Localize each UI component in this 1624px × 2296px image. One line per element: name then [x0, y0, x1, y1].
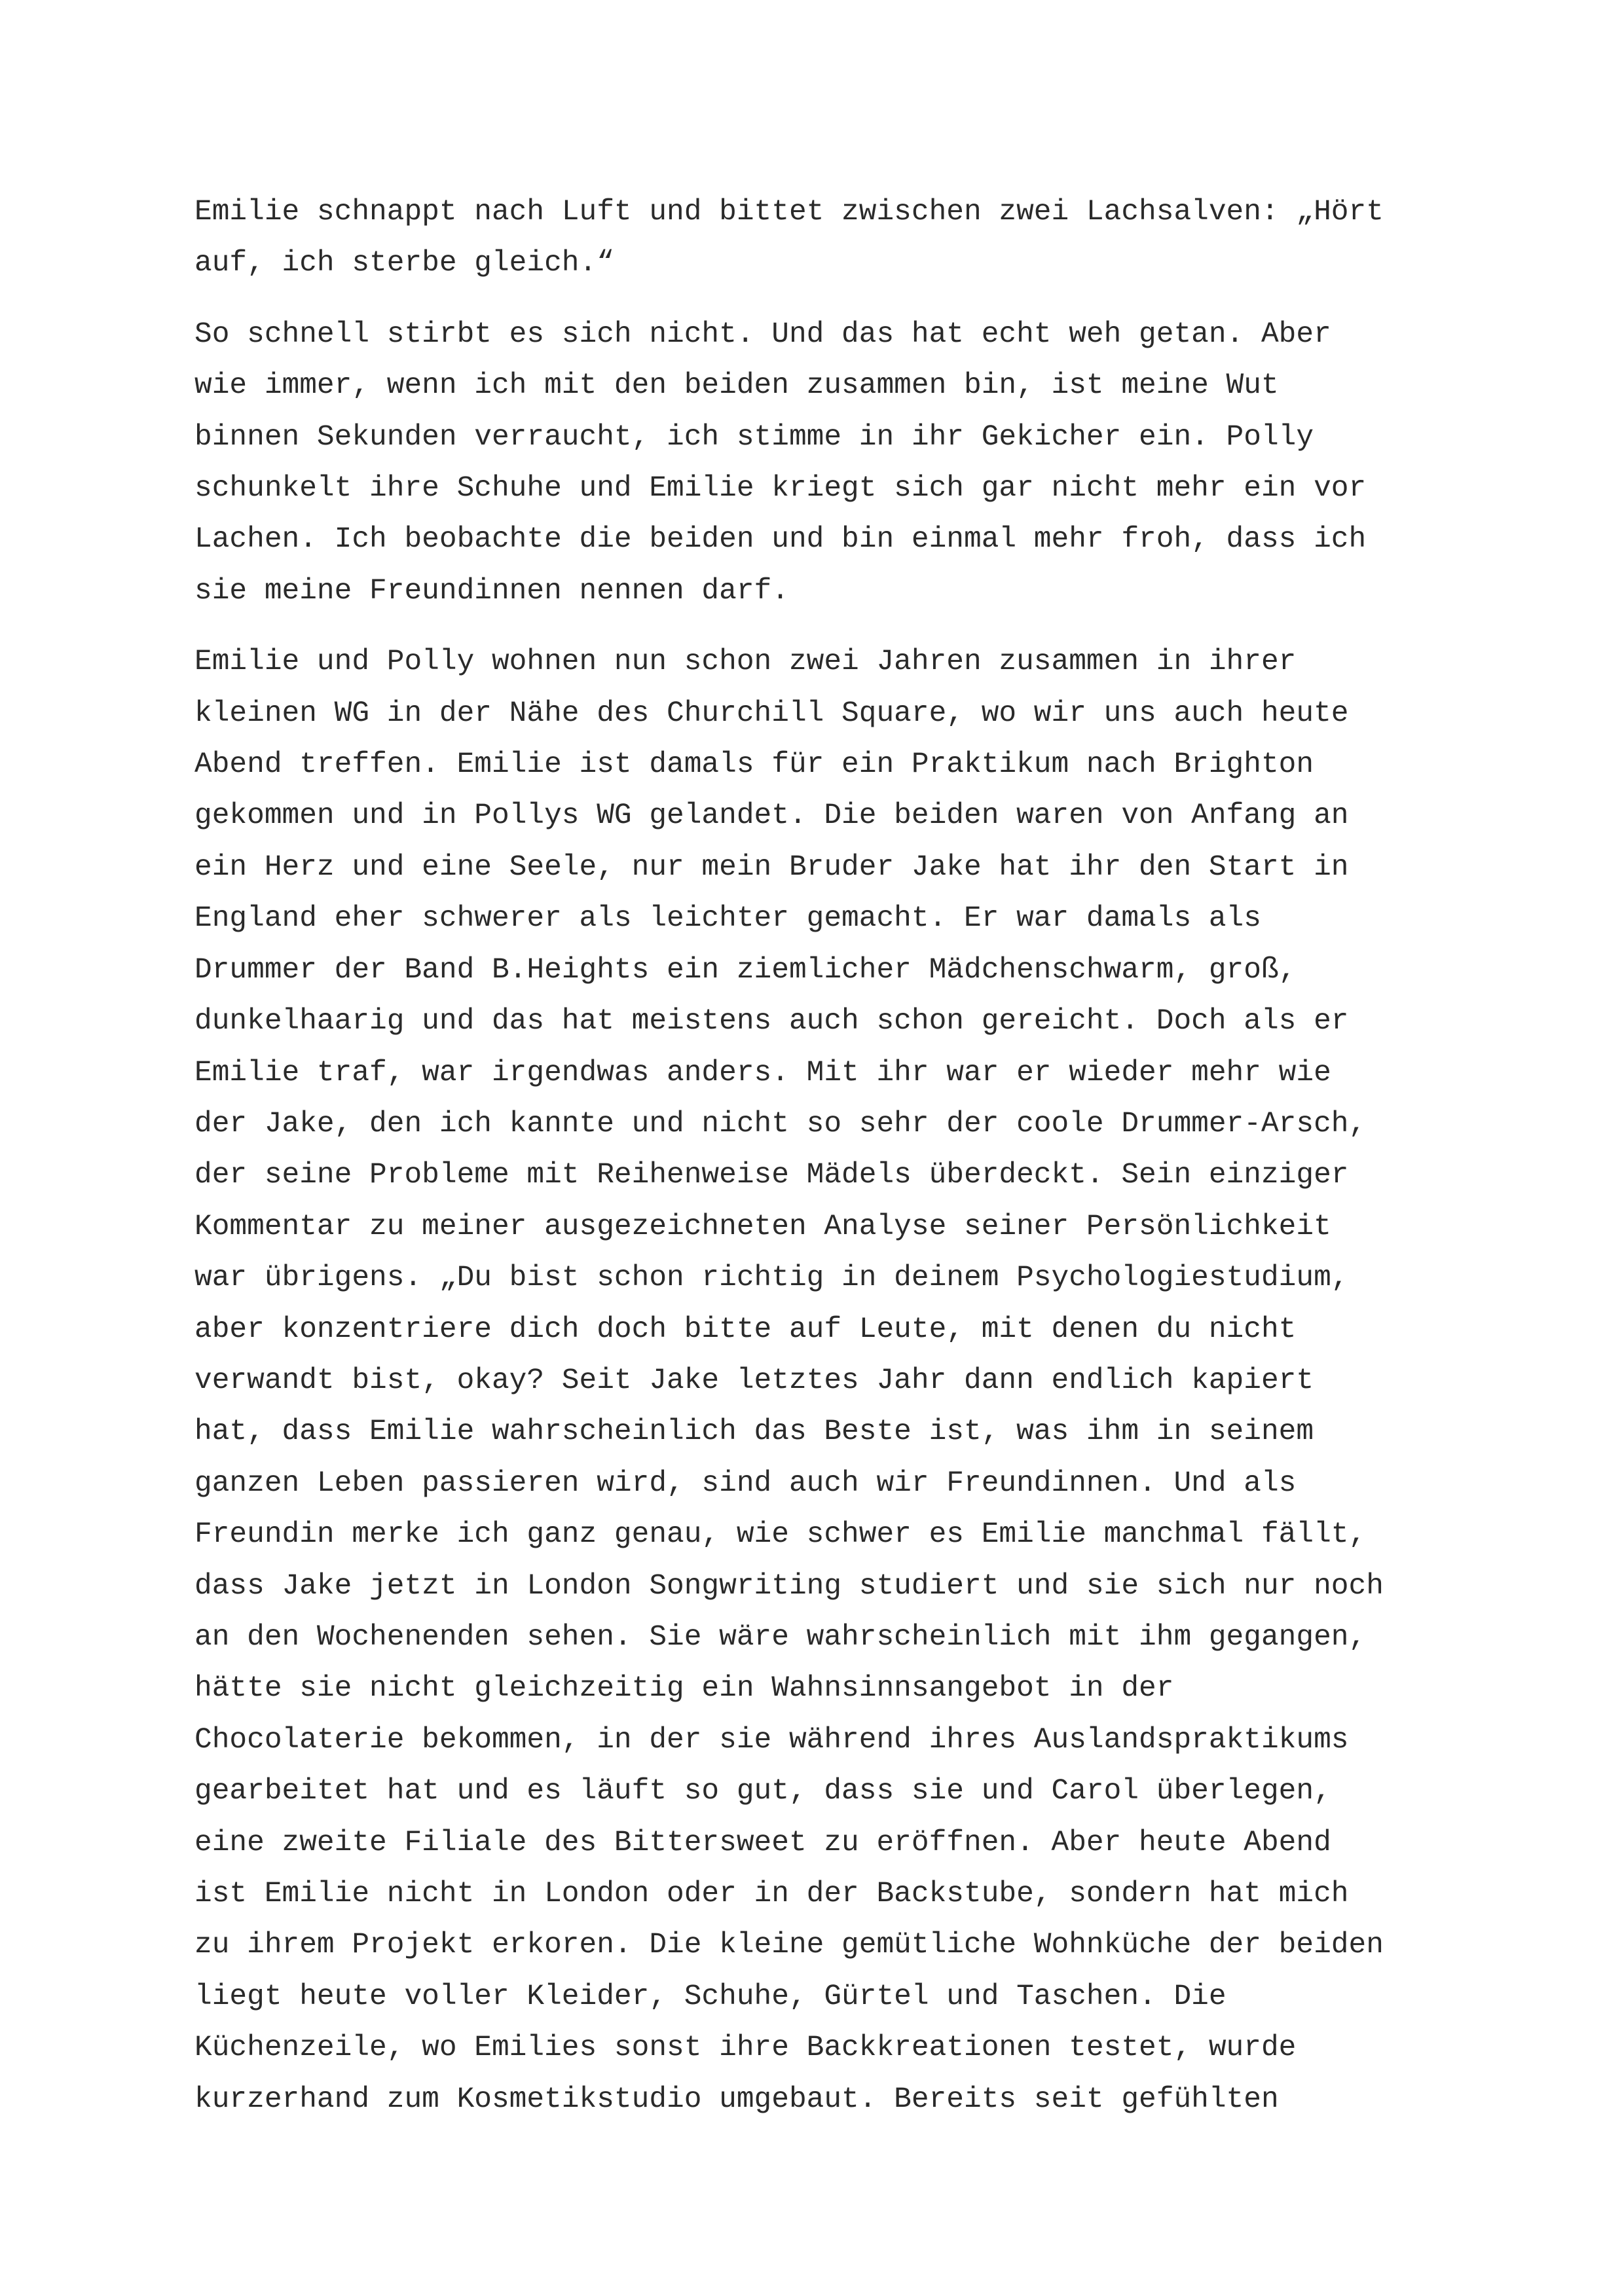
text-line: sie meine Freundinnen nennen darf. — [194, 574, 789, 608]
text-line: binnen Sekunden verraucht, ich stimme in ihr Gekicher ein. Polly — [194, 420, 1314, 454]
text-line: So schnell stirbt es sich nicht. Und das hat echt weh getan. Aber — [194, 318, 1331, 351]
text-line: schunkelt ihre Schuhe und Emilie kriegt sich gar nicht mehr ein vor — [194, 472, 1367, 505]
text-line: der seine Probleme mit Reihenweise Mädels überdeckt. Sein einziger — [194, 1159, 1349, 1192]
text-line: Emilie traf, war irgendwas anders. Mit ihr war er wieder mehr wie — [194, 1056, 1331, 1089]
text-line: Kommentar zu meiner ausgezeichneten Analyse seiner Persönlichkeit — [194, 1210, 1331, 1243]
text-line: Abend treffen. Emilie ist damals für ein Praktikum nach Brighton — [194, 748, 1314, 782]
text-line: Drummer der Band B.Heights ein ziemlicher Mädchenschwarm, groß, — [194, 953, 1297, 987]
text-line: ist Emilie nicht in London oder in der Backstube, sondern hat mich — [194, 1878, 1349, 1910]
text-line: gekommen und in Pollys WG gelandet. Die beiden waren von Anfang an — [194, 799, 1349, 833]
text-line: kurzerhand zum Kosmetikstudio umgebaut. Bereits seit gefühlten — [194, 2083, 1279, 2116]
text-line: Emilie und Polly wohnen nun schon zwei Jahren zusammen in ihrer — [194, 646, 1297, 679]
text-line: auf, ich sterbe gleich.“ — [194, 247, 614, 280]
body-text — [194, 187, 1439, 2145]
text-line: wie immer, wenn ich mit den beiden zusammen bin, ist meine Wut — [194, 369, 1279, 403]
paragraph-3 — [194, 636, 1439, 2125]
text-line: dass Jake jetzt in London Songwriting studiert und sie sich nur noch — [194, 1569, 1384, 1603]
text-line: liegt heute voller Kleider, Schuhe, Gürtel und Taschen. Die — [194, 1980, 1227, 2013]
text-line: ein Herz und eine Seele, nur mein Bruder Jake hat ihr den Start in — [194, 850, 1349, 884]
text-line: kleinen WG in der Nähe des Churchill Square, wo wir uns auch heute — [194, 697, 1349, 730]
text-line: Chocolaterie bekommen, in der sie während ihres Auslandspraktikums — [194, 1723, 1349, 1757]
paragraph-1 — [194, 187, 1439, 289]
text-line: hat, dass Emilie wahrscheinlich das Beste ist, was ihm in seinem — [194, 1415, 1314, 1449]
text-line: an den Wochenenden sehen. Sie wäre wahrscheinlich mit ihm gegangen, — [194, 1620, 1367, 1654]
text-line: war übrigens. „Du bist schon richtig in deinem Psychologiestudium, — [194, 1262, 1349, 1295]
text-line: Freundin merke ich ganz genau, wie schwer es Emilie manchmal fällt, — [194, 1518, 1367, 1552]
text-line: England eher schwerer als leichter gemacht. Er war damals als — [194, 902, 1261, 936]
text-line: Lachen. Ich beobachte die beiden und bin einmal mehr froh, dass ich — [194, 523, 1367, 556]
text-line: dunkelhaarig und das hat meistens auch schon gereicht. Doch als er — [194, 1005, 1349, 1038]
text-line: aber konzentriere dich doch bitte auf Leute, mit denen du nicht — [194, 1313, 1297, 1346]
text-line: Küchenzeile, wo Emilies sonst ihre Backkreationen testet, wurde — [194, 2032, 1297, 2065]
text-line: Emilie schnappt nach Luft und bittet zwischen zwei Lachsalven: „Hört — [194, 196, 1384, 228]
text-line: der Jake, den ich kannte und nicht so sehr der coole Drummer-Arsch, — [194, 1107, 1367, 1140]
text-line: zu ihrem Projekt erkoren. Die kleine gemütliche Wohnküche der beiden — [194, 1929, 1384, 1962]
text-line: ganzen Leben passieren wird, sind auch wir Freundinnen. Und als — [194, 1467, 1297, 1500]
paragraph-2 — [194, 309, 1439, 617]
text-line: eine zweite Filiale des Bittersweet zu eröffnen. Aber heute Abend — [194, 1826, 1331, 1859]
text-line: verwandt bist, okay? Seit Jake letztes Jahr dann endlich kapiert — [194, 1364, 1314, 1397]
text-line: hätte sie nicht gleichzeitig ein Wahnsinnsangebot in der — [194, 1672, 1174, 1705]
text-line: gearbeitet hat und es läuft so gut, dass sie und Carol überlegen, — [194, 1775, 1331, 1808]
